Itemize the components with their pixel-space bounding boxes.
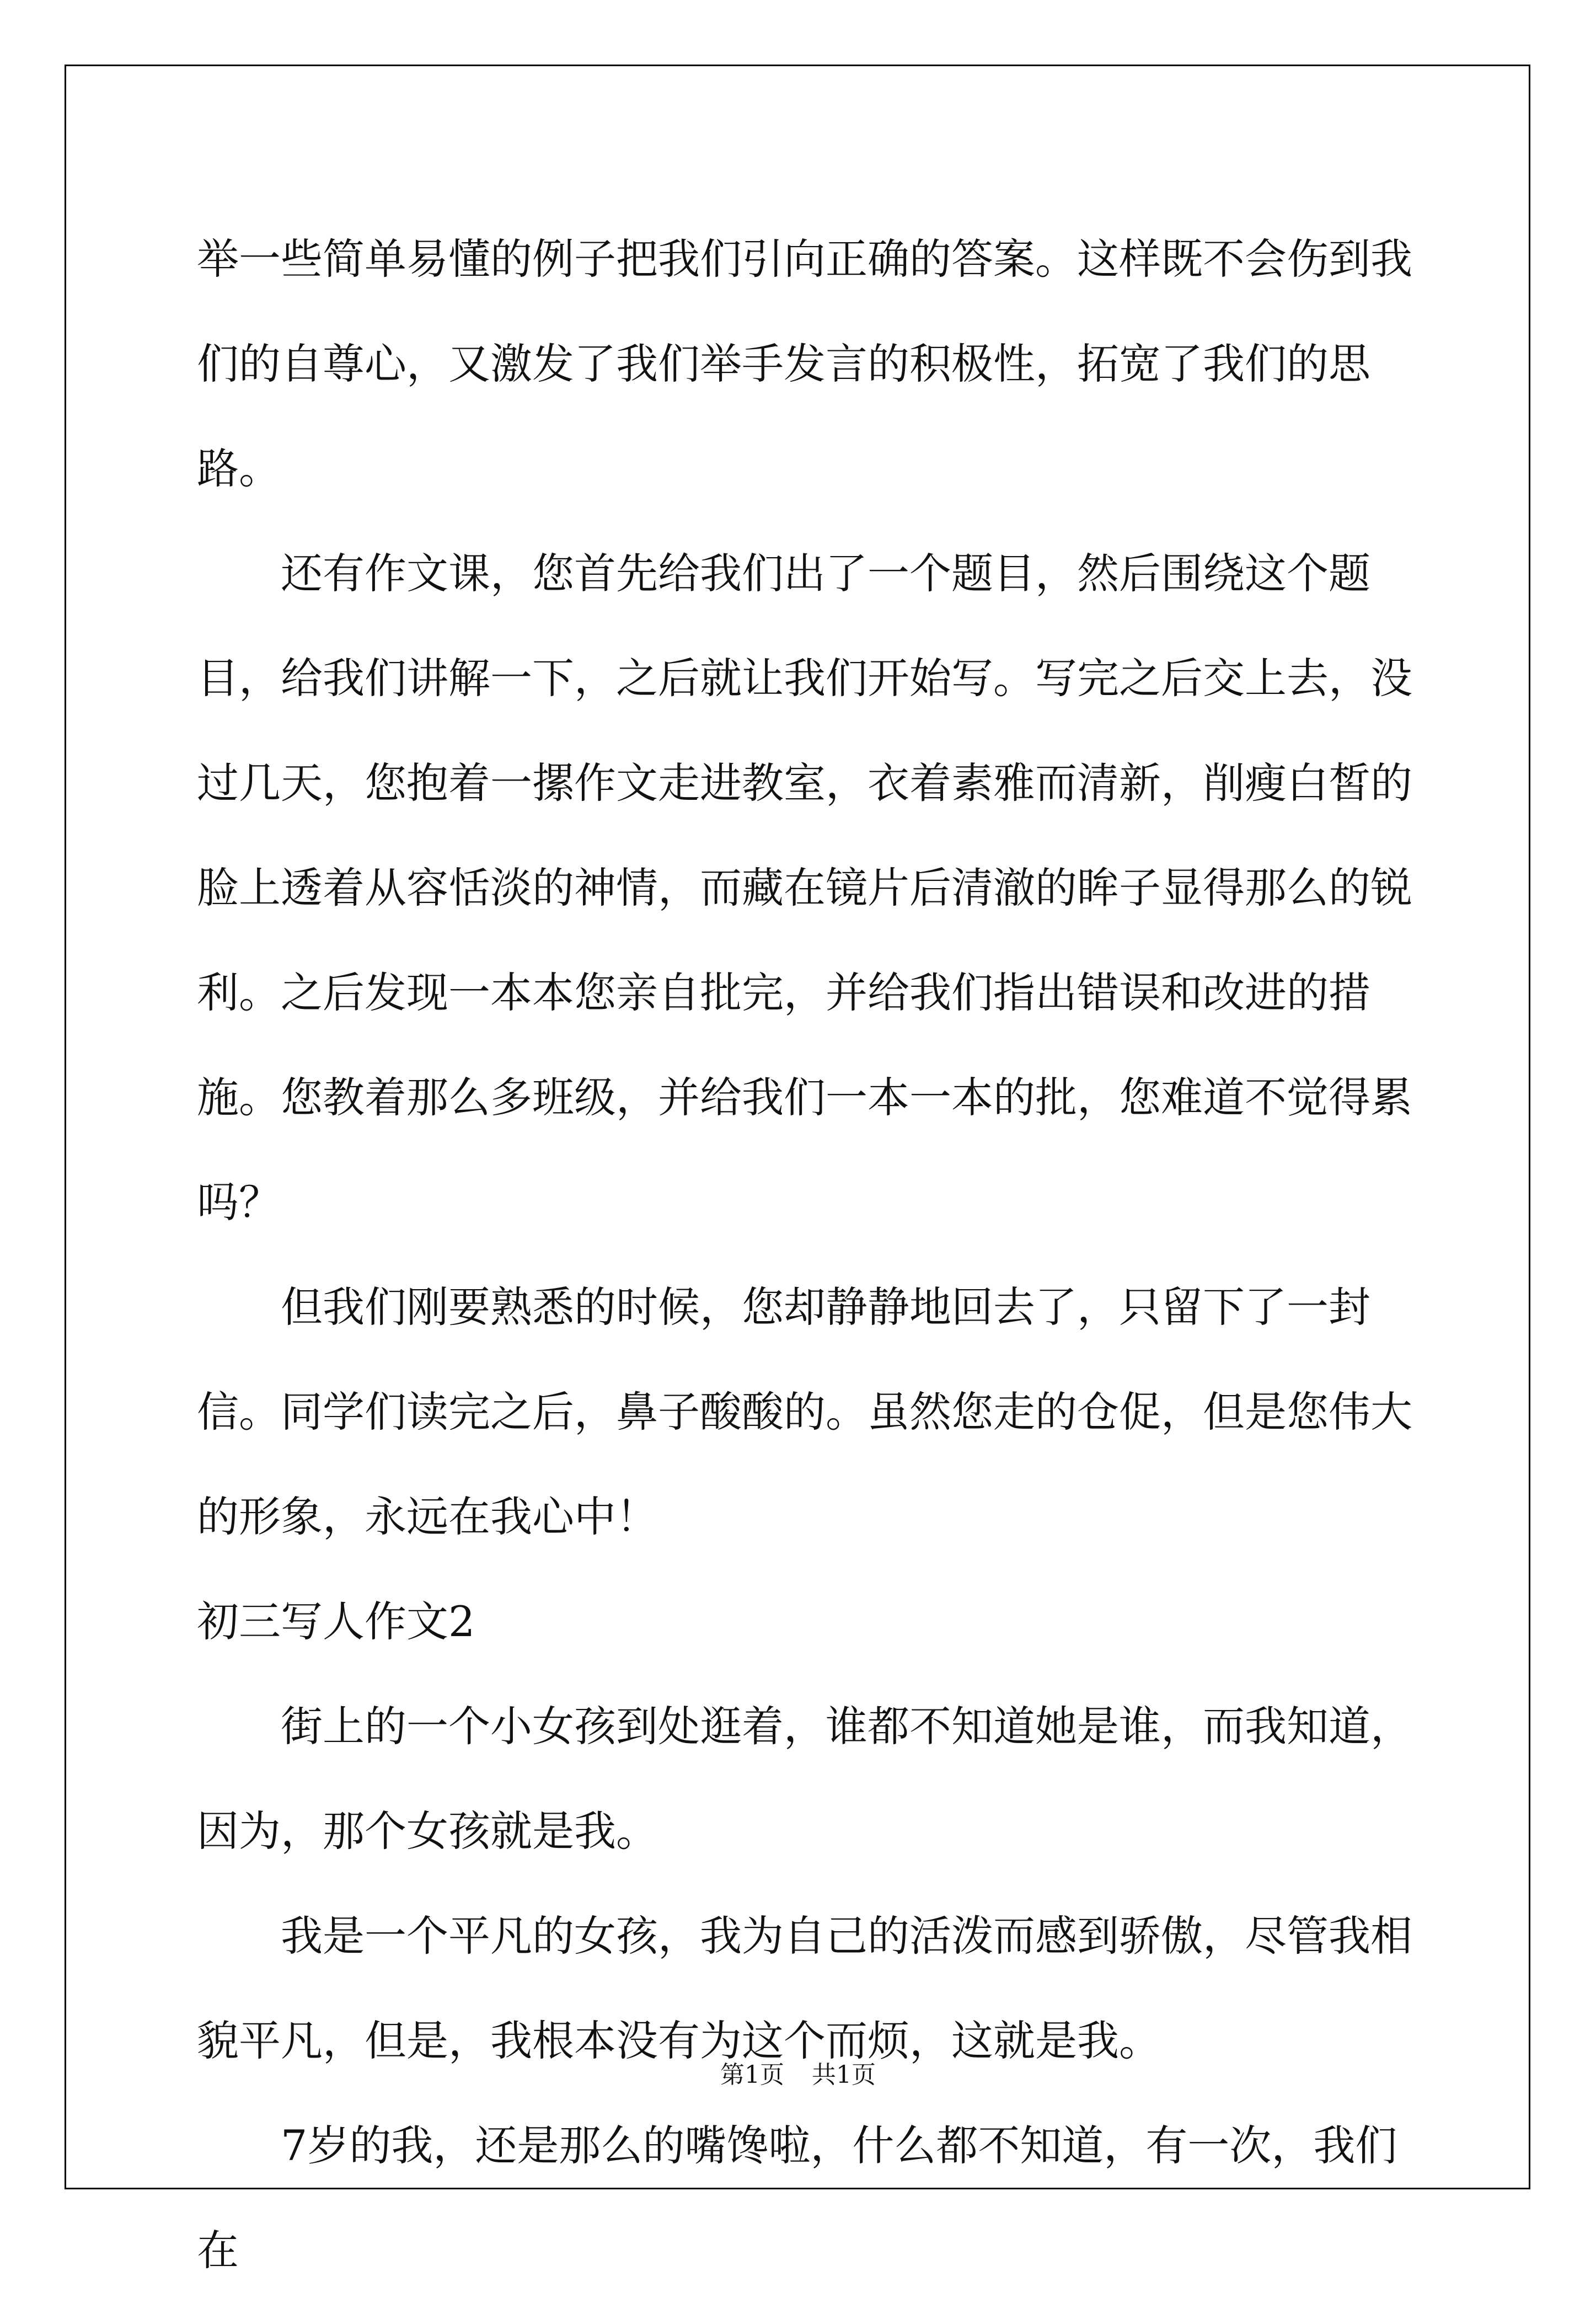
paragraph-3: 但我们刚要熟悉的时候，您却静静地回去了，只留下了一封信。同学们读完之后，鼻子酸酸的。虽然您走的仓促，但是您伟大的形象，永远在我心中！ — [197, 1283, 1412, 1541]
page-footer — [0, 2055, 1596, 2090]
document-body — [197, 207, 1427, 2303]
page-number: 第1页 — [720, 2061, 784, 2089]
page-total: 共1页 — [812, 2061, 876, 2089]
paragraph-6: 7岁的我，还是那么的嘴馋啦，什么都不知道，有一次，我们在 — [197, 2121, 1397, 2275]
paragraph-4: 街上的一个小女孩到处逛着，谁都不知道她是谁，而我知道，因为，那个女孩就是我。 — [197, 1702, 1412, 1856]
section-title: 初三写人作文2 — [197, 1597, 475, 1646]
paragraph-2: 还有作文课，您首先给我们出了一个题目，然后围绕这个题目，给我们讲解一下，之后就让我们开始写。写完之后交上去，没过几天，您抱着一摞作文走进教室，衣着素雅而清新，削瘦白皙的脸上透着从容恬淡的神情，而藏在镜片后清澈的眸子显得那么的锐利。之后发现一本本您亲自批完，并给我们指出错误和改进的措施。您教着那么多班级，并给我们一本一本的批，您难道不觉得累吗？ — [197, 549, 1412, 1227]
paragraph-5: 我是一个平凡的女孩，我为自己的活泼而感到骄傲，尽管我相貌平凡，但是，我根本没有为这个而烦，这就是我。 — [197, 1911, 1412, 2065]
paragraph-1: 举一些简单易懂的例子把我们引向正确的答案。这样既不会伤到我们的自尊心，又激发了我们举手发言的积极性，拓宽了我们的思路。 — [197, 234, 1412, 493]
